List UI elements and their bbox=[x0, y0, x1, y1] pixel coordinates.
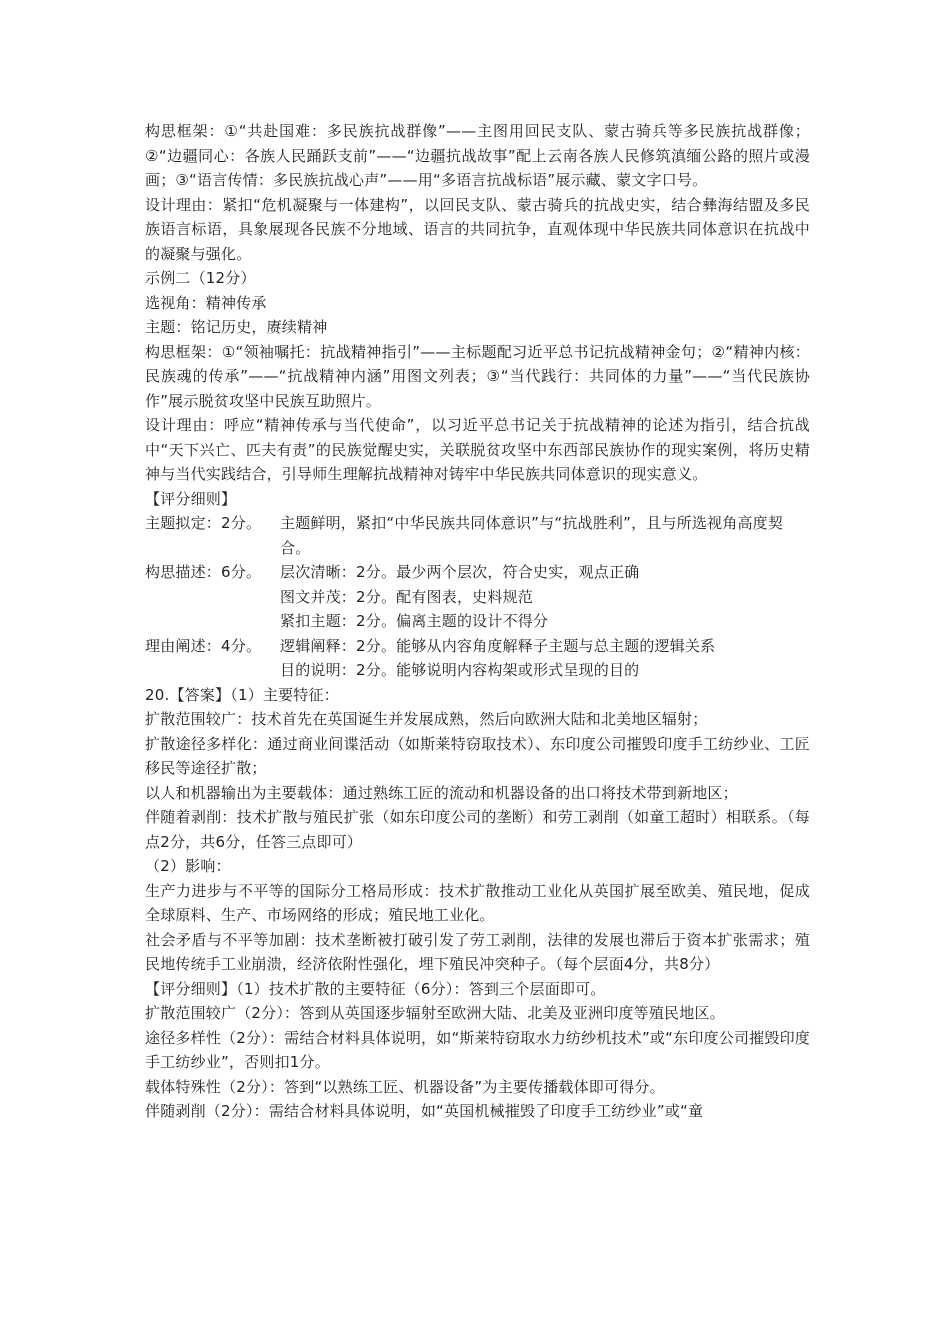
rubric19-framework-label: 构思描述：6分。 bbox=[145, 563, 262, 581]
example2-heading: 示例二（12分） bbox=[145, 269, 256, 287]
q20-feature: 扩散范围较广：技术首先在英国诞生并发展成熟，然后向欧洲大陆和北美地区辐射； bbox=[145, 710, 708, 728]
q20-answer-heading: 20.【答案】（1）主要特征： bbox=[145, 685, 339, 704]
rubric19-framework-item: 层次清晰：2分。最少两个层次，符合史实，观点正确 bbox=[280, 563, 640, 581]
q20-impact: 社会矛盾与不平等加剧：技术垄断被打破引发了劳工剥削，法律的发展也滞后于资本扩张需求；殖民地传统手工业崩溃，经济依附性强化，埋下殖民冲突种子。（每个层面4分，共8分） bbox=[145, 930, 810, 973]
rubric19-framework-item: 紧扣主题：2分。偏离主题的设计不得分 bbox=[280, 612, 549, 630]
rubric19-framework-row bbox=[145, 560, 810, 585]
rubric19-reason-label: 理由阐述：4分。 bbox=[145, 636, 262, 655]
q20-feature: 扩散途径多样化：通过商业间谍活动（如斯莱特窃取技术）、东印度公司摧毁印度手工纺纱业、工匠移民等途径扩散； bbox=[145, 734, 810, 777]
q20-impact: 生产力进步与不平等的国际分工格局形成：技术扩散推动工业化从英国扩展至欧美、殖民地，促成全球原料、生产、市场网络的形成；殖民地工业化。 bbox=[145, 881, 810, 924]
example2-perspective: 选视角：精神传承 bbox=[145, 293, 267, 312]
q20-rubric-heading: 【评分细则】（1）技术扩散的主要特征（6分）：答到三个层面即可。 bbox=[145, 979, 606, 998]
rubric19-heading: 【评分细则】 bbox=[145, 489, 237, 508]
rubric19-theme-text: 主题鲜明，紧扣“中华民族共同体意识”与“抗战胜利”，且与所选视角高度契合。 bbox=[280, 514, 784, 557]
q20-rubric-item: 途径多样性（2分）：需结合材料具体说明，如“斯莱特窃取水力纺纱机技术”或“东印度公司摧毁印度手工纺纱业”，否则扣1分。 bbox=[145, 1028, 810, 1071]
q20-feature: 伴随着剥削：技术扩散与殖民扩张（如东印度公司的垄断）和劳工剥削（如童工超时）相联系。（每点2分，共6分，任答三点即可） bbox=[145, 808, 810, 851]
rubric19-theme-row bbox=[145, 511, 810, 560]
example2-framework: 构思框架：①“领袖嘱托：抗战精神指引”——主标题配习近平总书记抗战精神金句；②“精神内核：民族魂的传承”——“抗战精神内涵”用图文列表；③“当代践行：共同体的力量”——“当代民族协作”展示脱贫攻坚中民族互助照片。 bbox=[145, 342, 810, 410]
q20-rubric-item: 载体特殊性（2分）：答到“以熟练工匠、机器设备”为主要传播载体即可得分。 bbox=[145, 1077, 665, 1096]
rubric19-framework-item: 图文并茂：2分。配有图表，史料规范 bbox=[280, 587, 533, 606]
q20-impact-heading: （2）影响： bbox=[145, 857, 231, 875]
example2-reason: 设计理由：呼应“精神传承与当代使命”，以习近平总书记关于抗战精神的论述为指引，结合抗战中“天下兴亡、匹夫有责”的民族觉醒史实，关联脱贫攻坚中东西部民族协作的现实案例，将历史精神与当代实践结合，引导师生理解抗战精神对铸牢中华民族共同体意识的现实意义。 bbox=[145, 416, 810, 483]
rubric19-reason-item: 目的说明：2分。能够说明内容构架或形式呈现的目的 bbox=[280, 661, 640, 679]
q20-rubric-item: 扩散范围较广（2分）：答到从英国逐步辐射至欧洲大陆、北美及亚洲印度等殖民地区。 bbox=[145, 1004, 725, 1022]
example1-framework: 构思框架：①“共赴国难：多民族抗战群像”——主图用回民支队、蒙古骑兵等多民族抗战群像；②“边疆同心：各族人民踊跃支前”——“边疆抗战故事”配上云南各族人民修筑滇缅公路的照片或漫画；③“语言传情：多民族抗战心声”——用“多语言抗战标语”展示藏、蒙文字口号。 bbox=[145, 122, 810, 189]
rubric19-reason-row bbox=[145, 634, 810, 659]
example1-reason: 设计理由：紧扣“危机凝聚与一体建构”，以回民支队、蒙古骑兵的抗战史实，结合彝海结盟及多民族语言标语，具象展现各民族不分地域、语言的共同抗争，直观体现中华民族共同体意识在抗战中的凝聚与强化。 bbox=[145, 195, 810, 263]
document-body bbox=[145, 119, 810, 1124]
q20-feature: 以人和机器输出为主要载体：通过熟练工匠的流动和机器设备的出口将技术带到新地区； bbox=[145, 783, 738, 802]
rubric19-reason-item: 逻辑阐释：2分。能够从内容角度解释子主题与总主题的逻辑关系 bbox=[280, 636, 716, 655]
example2-theme: 主题：铭记历史，赓续精神 bbox=[145, 318, 328, 336]
rubric19-theme-label: 主题拟定：2分。 bbox=[145, 514, 262, 532]
q20-rubric-item: 伴随剥削（2分）：需结合材料具体说明，如“英国机械摧毁了印度手工纺纱业”或“童 bbox=[145, 1102, 704, 1120]
